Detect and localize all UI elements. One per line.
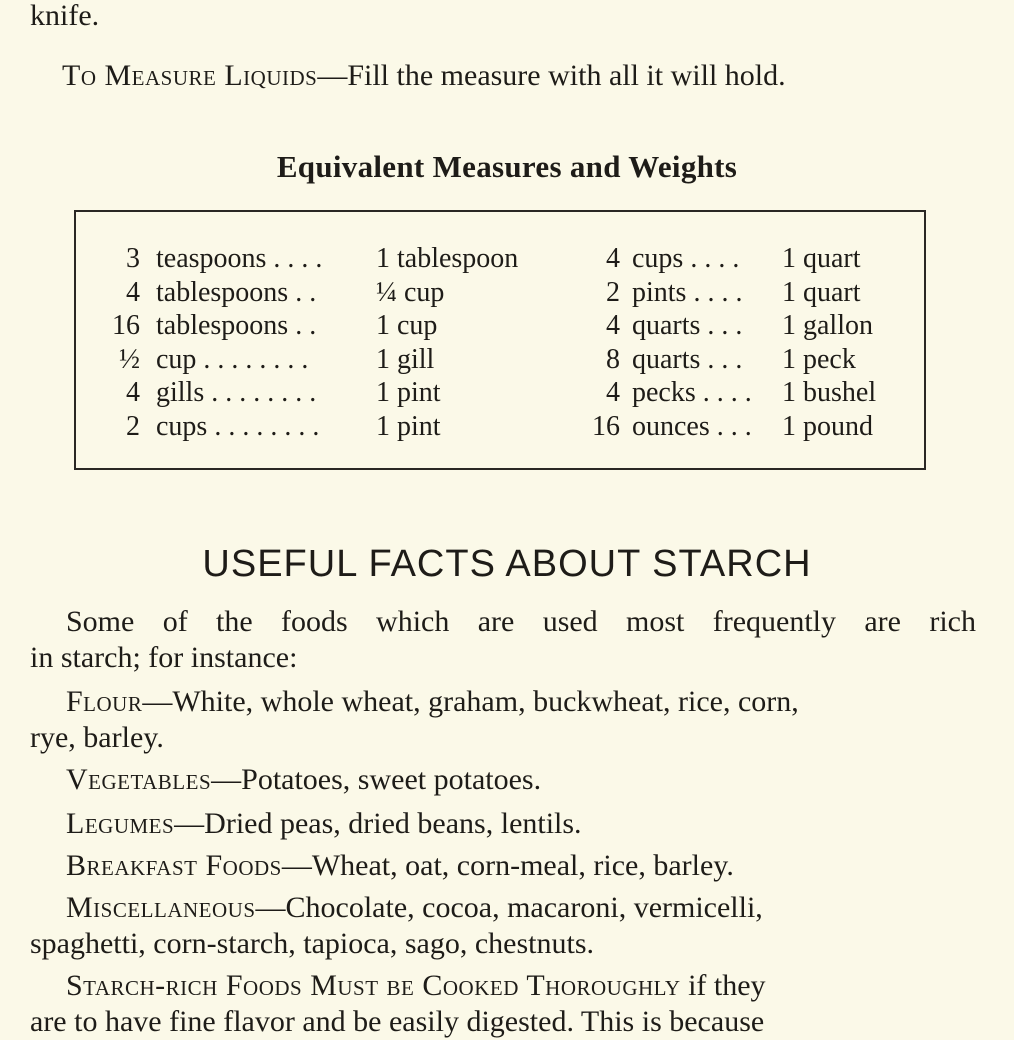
measure-equivalent: 1 pint <box>376 410 441 442</box>
legumes-label: Legumes <box>66 807 175 840</box>
measure-equivalent: 1 bushel <box>782 377 877 408</box>
legumes-text: —Dried peas, dried beans, lentils. <box>174 807 582 840</box>
measures-table-title: Equivalent Measures and Weights <box>276 149 738 184</box>
miscellaneous-label: Miscellaneous <box>66 891 256 924</box>
measure-liquids-paragraph <box>62 58 786 94</box>
breakfast-foods-text: —Wheat, oat, corn-meal, rice, barley. <box>281 849 734 882</box>
measures-table-box <box>74 210 926 470</box>
measure-equivalent: 1 pint <box>376 377 441 408</box>
measure-qty: 2 <box>606 276 620 308</box>
measure-qty: 4 <box>126 276 140 308</box>
legumes-line <box>66 806 582 842</box>
measure-equivalent: 1 gill <box>376 343 435 375</box>
measure-equivalent: 1 quart <box>782 276 861 308</box>
vegetables-label: Vegetables <box>66 763 212 796</box>
starch-intro-line-1 <box>66 604 976 640</box>
miscellaneous-line-2: spaghetti, corn-starch, tapioca, sago, chestnuts. <box>30 927 594 960</box>
measure-unit: tablespoons . . <box>156 310 317 341</box>
starch-rich-line-2: are to have fine flavor and be easily digested. This is because <box>30 1005 765 1038</box>
measure-liquids-label: To Measure Liquids <box>62 59 318 92</box>
measure-equivalent: 1 pound <box>782 410 873 442</box>
breakfast-foods-label: Breakfast Foods <box>66 849 282 882</box>
measure-equivalent: 1 cup <box>376 310 438 341</box>
measure-unit: ounces . . . <box>632 410 752 442</box>
measure-unit: pints . . . . <box>632 276 743 308</box>
starch-rich-label: Starch-rich Foods Must be Cooked Thoroughly <box>66 969 681 1002</box>
vegetables-line <box>66 762 541 798</box>
flour-label: Flour <box>66 685 143 718</box>
breakfast-foods-line <box>66 848 734 884</box>
measure-qty: ½ <box>119 343 140 375</box>
measure-unit: quarts . . . <box>632 343 743 375</box>
flour-line-1 <box>66 684 976 720</box>
measure-qty: 16 <box>112 310 140 341</box>
vegetables-text: —Potatoes, sweet potatoes. <box>211 763 542 796</box>
measure-unit: gills . . . . . . . . <box>156 377 317 408</box>
starch-rich-text-1: if they <box>680 969 766 1002</box>
measure-qty: 4 <box>606 310 620 341</box>
measure-equivalent: 1 tablespoon <box>376 243 519 274</box>
measure-unit: tablespoons . . <box>156 276 317 308</box>
measure-unit: pecks . . . . <box>632 377 752 408</box>
starch-rich-line-1 <box>66 968 766 1004</box>
measure-qty: 8 <box>606 343 620 375</box>
starch-intro-text-1: Some of the foods which are used most frequently are rich <box>66 605 976 638</box>
starch-section-heading: USEFUL FACTS ABOUT STARCH <box>202 543 812 585</box>
starch-intro-line-2: in starch; for instance: <box>30 641 298 674</box>
previous-paragraph-fragment: knife. <box>30 0 100 32</box>
measure-unit: cups . . . . <box>632 243 740 274</box>
measure-qty: 4 <box>126 377 140 408</box>
measure-unit: cups . . . . . . . . <box>156 410 320 442</box>
measure-equivalent: ¼ cup <box>376 276 445 308</box>
measure-equivalent: 1 quart <box>782 243 861 274</box>
miscellaneous-line-1 <box>66 890 763 926</box>
measure-equivalent: 1 gallon <box>782 310 873 341</box>
measure-qty: 4 <box>606 243 620 274</box>
measure-unit: cup . . . . . . . . <box>156 343 309 375</box>
measure-unit: quarts . . . <box>632 310 743 341</box>
measure-qty: 2 <box>126 410 140 442</box>
measure-qty: 16 <box>592 410 620 442</box>
measure-liquids-text: —Fill the measure with all it will hold. <box>317 59 786 92</box>
measure-qty: 4 <box>606 377 620 408</box>
flour-line-2: rye, barley. <box>30 721 164 754</box>
flour-text-1: —White, whole wheat, graham, buckwheat, rice, corn, <box>142 685 799 718</box>
measure-qty: 3 <box>126 243 140 274</box>
measure-unit: teaspoons . . . . <box>156 243 323 274</box>
measure-equivalent: 1 peck <box>782 343 856 375</box>
miscellaneous-text-1: —Chocolate, cocoa, macaroni, vermicelli, <box>255 891 763 924</box>
